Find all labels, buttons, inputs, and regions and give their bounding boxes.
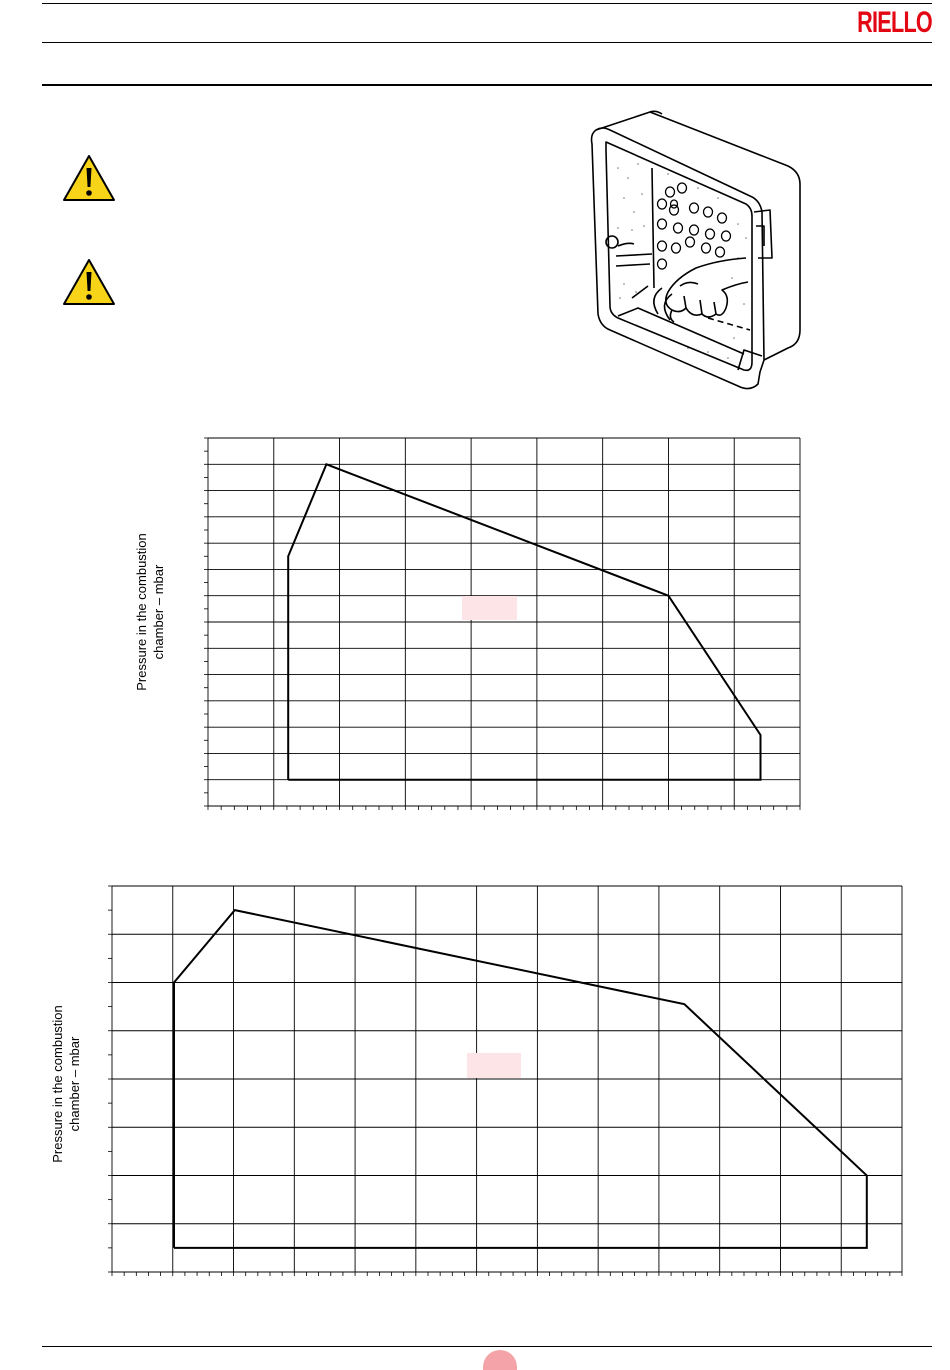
chart2-y-label-line1: Pressure in the combustion [50,1005,65,1163]
footer-rule [42,1346,932,1347]
chart1-y-label-line2: chamber – mbar [151,564,166,660]
chart1-y-label-line1: Pressure in the combustion [134,533,149,691]
chart2-redacted-label [467,1053,521,1078]
chart2-y-label-line2: chamber – mbar [67,1036,82,1132]
brand-logo: RIELLO [857,6,932,39]
chart2-plot [108,886,902,1276]
